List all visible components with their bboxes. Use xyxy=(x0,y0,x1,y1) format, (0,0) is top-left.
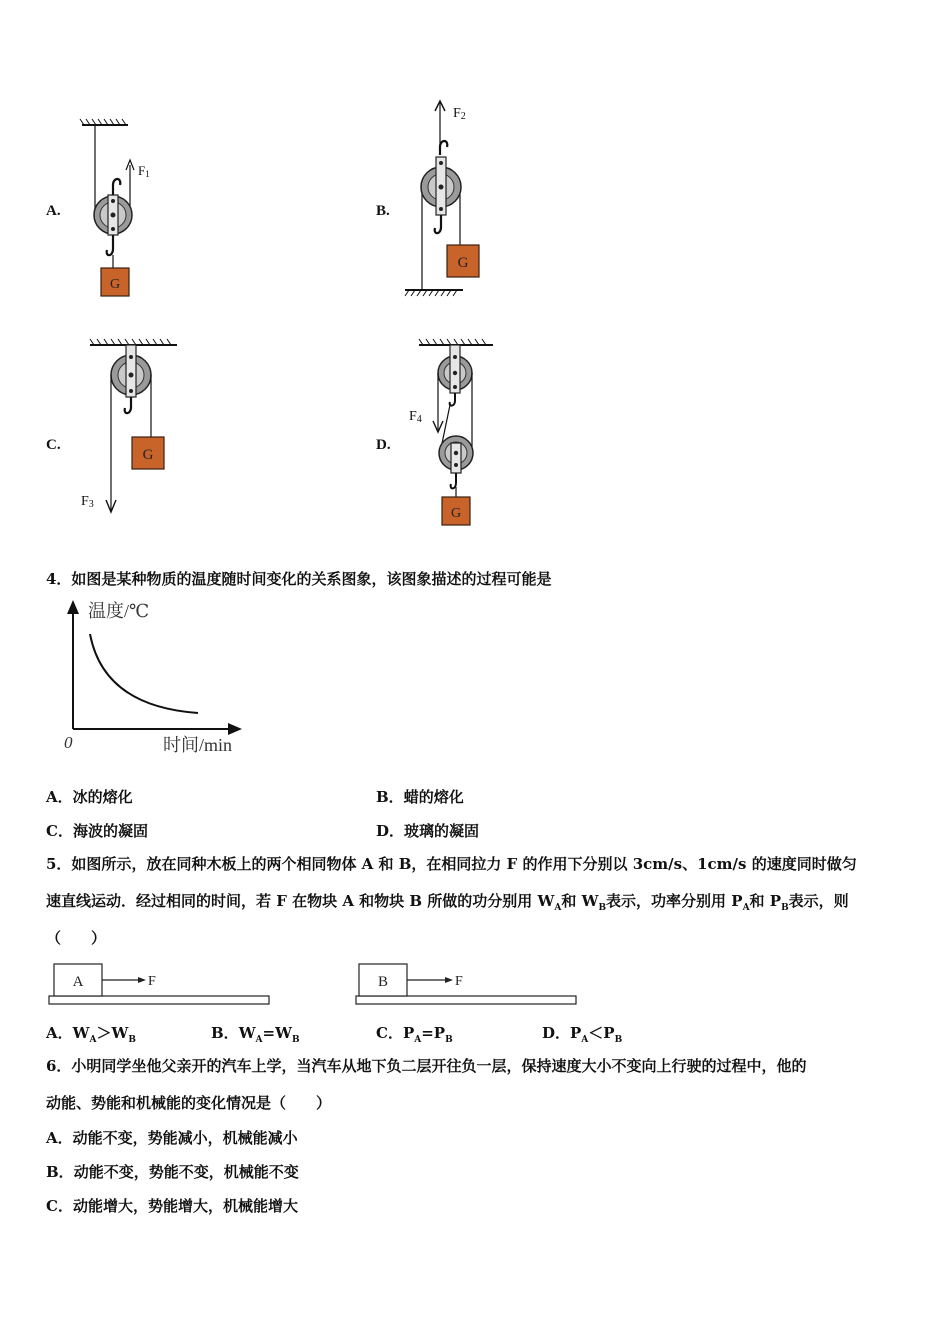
q5-option-c[interactable]: C．$P_A=P_B$ xyxy=(376,1024,453,1045)
q5-option-b[interactable]: B．$W_A=W_B$ xyxy=(211,1024,300,1045)
load-label-c: G xyxy=(142,447,154,463)
force-label-a: F1 xyxy=(138,163,150,179)
q5-stem-line1: 5．如图所示，放在同种木板上的两个相同物体 A 和 B，在相同拉力 F 的作用下分别以 3cm/s、1cm/s 的速度同时做匀 xyxy=(46,855,857,873)
pulley-diagram-c xyxy=(75,335,190,520)
option-label-d: D. xyxy=(376,437,391,453)
q4-option-a[interactable]: A．冰的熔化 xyxy=(46,788,133,806)
q4-option-c[interactable]: C．海波的凝固 xyxy=(46,822,148,840)
q6-option-c[interactable]: C．动能增大，势能增大，机械能增大 xyxy=(46,1197,298,1215)
q5-option-d[interactable]: D．$P_A<P_B$ xyxy=(542,1024,623,1045)
q6-option-b[interactable]: B．动能不变，势能不变，机械能不变 xyxy=(46,1163,299,1181)
q4-option-d[interactable]: D．玻璃的凝固 xyxy=(376,822,480,840)
load-label-d: G xyxy=(450,506,462,521)
temperature-time-graph xyxy=(48,596,253,756)
q6-stem-line1: 6．小明同学坐他父亲开的汽车上学，当汽车从地下负二层开往负一层，保持速度大小不变向上行驶的过程中，他的 xyxy=(46,1057,807,1075)
q6-stem-line2: 动能、势能和机械能的变化情况是（ ） xyxy=(46,1094,332,1112)
option-label-a: A. xyxy=(46,203,61,219)
q6-option-a[interactable]: A．动能不变，势能减小，机械能减小 xyxy=(46,1129,298,1147)
force-label-d: F4 xyxy=(409,409,422,425)
load-label-a: G xyxy=(109,277,121,292)
block-a-figure xyxy=(48,958,283,1008)
q5-answer-blank: （ ） xyxy=(46,929,107,947)
pulley-diagram-a xyxy=(70,115,180,305)
q5-option-a[interactable]: A．$W_A>W_B$ xyxy=(46,1024,136,1045)
option-label-c: C. xyxy=(46,437,61,453)
graph-y-label: 温度/℃ xyxy=(88,601,150,621)
option-label-b: B. xyxy=(376,203,390,219)
q4-option-b[interactable]: B．蜡的熔化 xyxy=(376,788,464,806)
graph-x-label: 时间/min xyxy=(163,735,233,755)
block-b-force-label: F xyxy=(455,974,463,989)
q5-stem-line2: 速直线运动．经过相同的时间，若 F 在物块 A 和物块 B 所做的功分别用 $W_A$和 $W_B$表示，功率分别用 $P_A$和 $P_B$表示，则 xyxy=(46,892,849,913)
load-label-b: G xyxy=(457,255,469,271)
block-b-figure xyxy=(355,958,590,1008)
force-label-b: F2 xyxy=(453,106,466,122)
pulley-diagram-d xyxy=(405,335,505,530)
graph-origin-label: 0 xyxy=(64,733,73,752)
block-a-force-label: F xyxy=(148,974,156,989)
block-b-label: B xyxy=(377,974,389,990)
block-a-label: A xyxy=(72,974,84,990)
q4-stem: 4．如图是某种物质的温度随时间变化的关系图象，该图象描述的过程可能是 xyxy=(46,570,552,588)
force-label-c: F3 xyxy=(81,494,94,510)
pulley-diagram-b xyxy=(395,95,505,305)
